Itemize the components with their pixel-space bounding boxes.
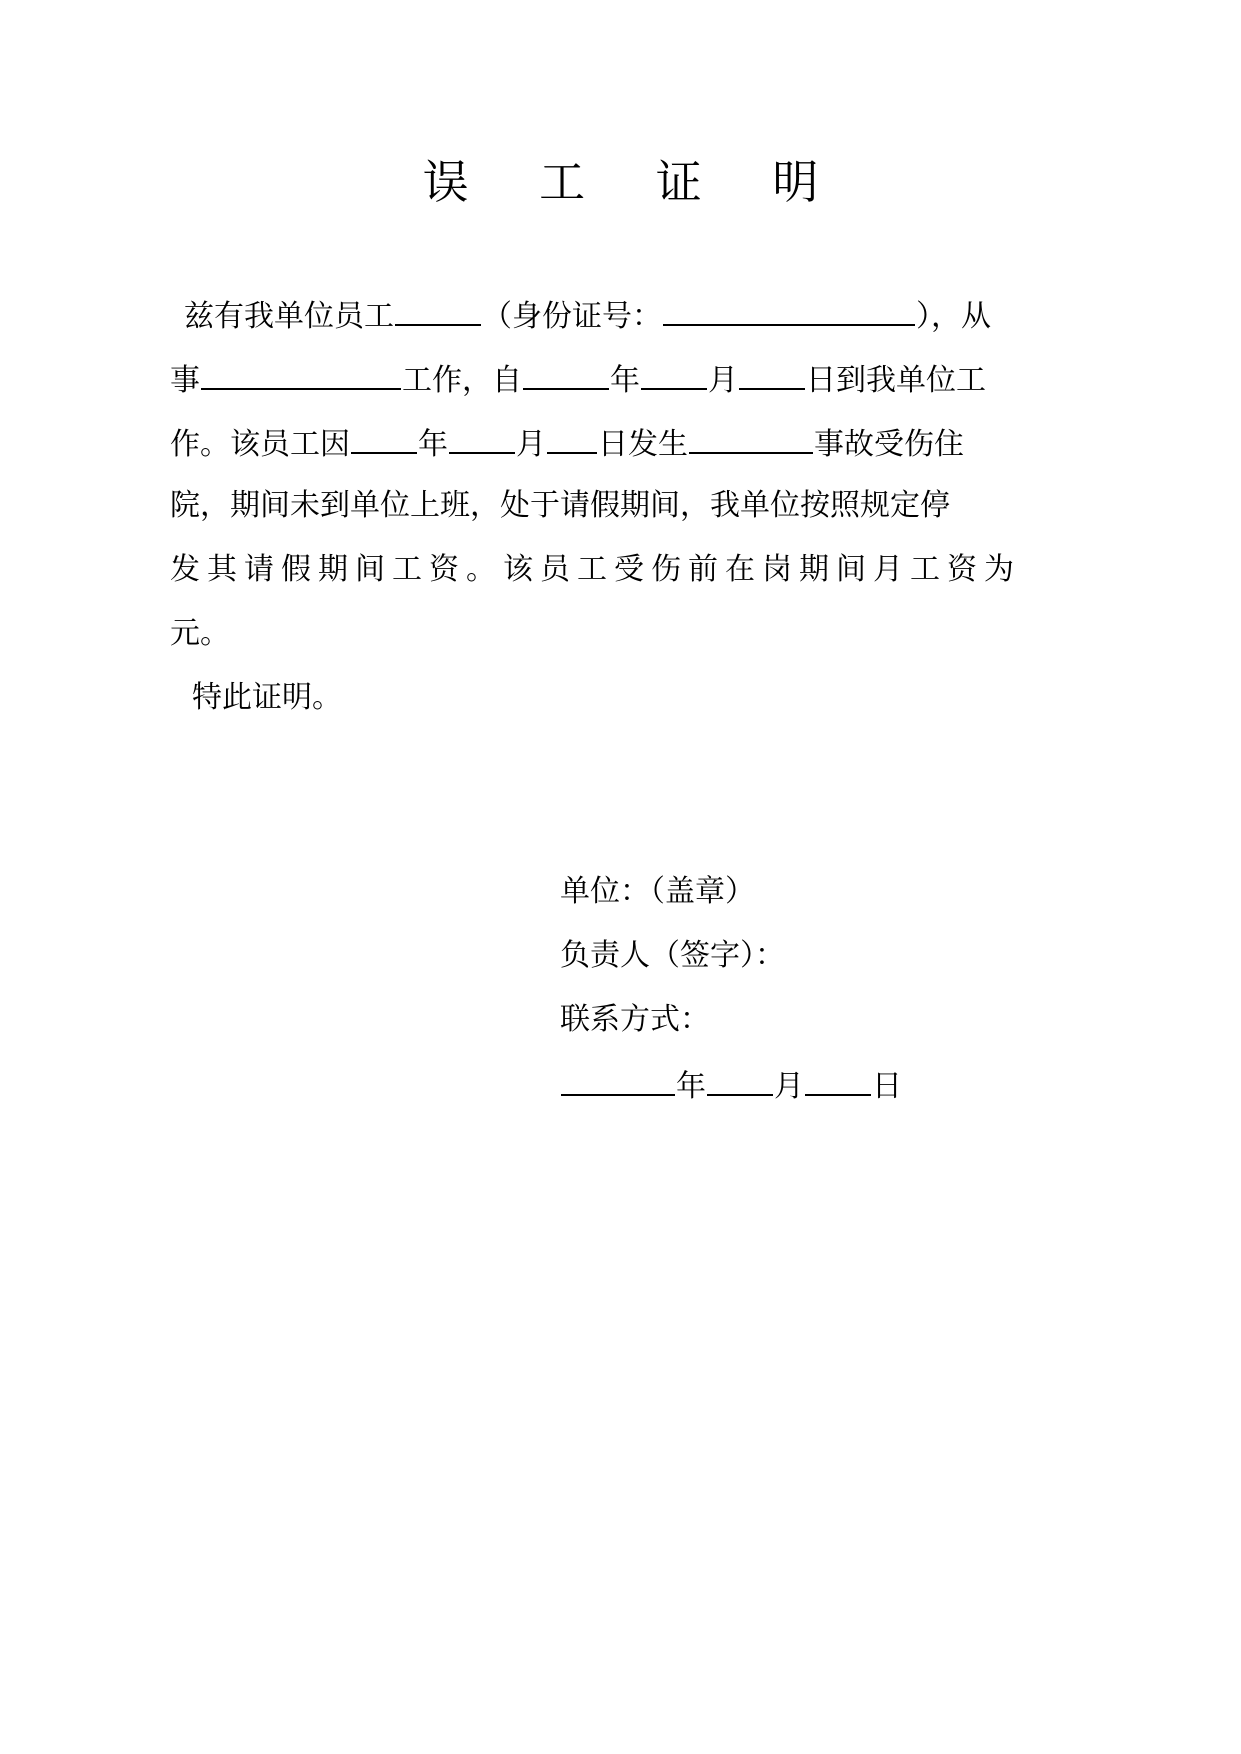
- text-injury-year: 年: [418, 427, 448, 462]
- blank-accident-type: [689, 422, 813, 454]
- body-line-2: [170, 358, 986, 398]
- signature-person: 负责人（签字）：: [560, 938, 785, 973]
- text-injury-month: 月: [516, 427, 546, 462]
- body-line-6: 元。: [170, 616, 230, 651]
- blank-sign-day: [805, 1064, 871, 1096]
- blank-injury-year: [351, 422, 417, 454]
- blank-start-day: [739, 358, 805, 390]
- blank-job: [201, 358, 401, 390]
- blank-sign-year: [561, 1064, 675, 1096]
- document-title: 误 工 证 明: [422, 155, 847, 209]
- text-injury-intro: 作。该员工因: [170, 427, 350, 462]
- blank-injury-day: [547, 422, 597, 454]
- body-line-5: 发其请假期间工资。该员工受伤前在岗期间月工资为: [170, 552, 1021, 587]
- signature-date: [560, 1064, 902, 1107]
- signature-contact: 联系方式：: [560, 1002, 710, 1037]
- text-injury-occurred: 日发生: [598, 427, 688, 462]
- body-line-7: 特此证明。: [192, 680, 342, 715]
- text-day-until: 日到我单位工: [806, 363, 986, 398]
- body-line-4: 院，期间未到单位上班，处于请假期间，我单位按照规定停: [170, 488, 950, 523]
- text-engage: 事: [170, 363, 200, 398]
- blank-injury-month: [449, 422, 515, 454]
- text-sign-year: 年: [676, 1069, 706, 1104]
- text-from: ），从: [916, 299, 991, 334]
- text-sign-month: 月: [774, 1069, 804, 1104]
- text-id-label: （身份证号：: [482, 299, 662, 334]
- blank-start-month: [641, 358, 707, 390]
- text-year: 年: [610, 363, 640, 398]
- text-employee-intro: 兹有我单位员工: [184, 299, 394, 334]
- blank-start-year: [523, 358, 609, 390]
- blank-sign-month: [707, 1064, 773, 1096]
- text-accident-hospital: 事故受伤住: [814, 427, 964, 462]
- body-line-1: [184, 294, 991, 334]
- text-sign-day: 日: [872, 1069, 902, 1104]
- body-line-3: [170, 422, 964, 462]
- blank-employee-name: [395, 294, 481, 326]
- signature-unit: 单位：（盖章）: [560, 874, 755, 909]
- text-month: 月: [708, 363, 738, 398]
- blank-id-number: [663, 294, 915, 326]
- text-work-since: 工作，自: [402, 363, 522, 398]
